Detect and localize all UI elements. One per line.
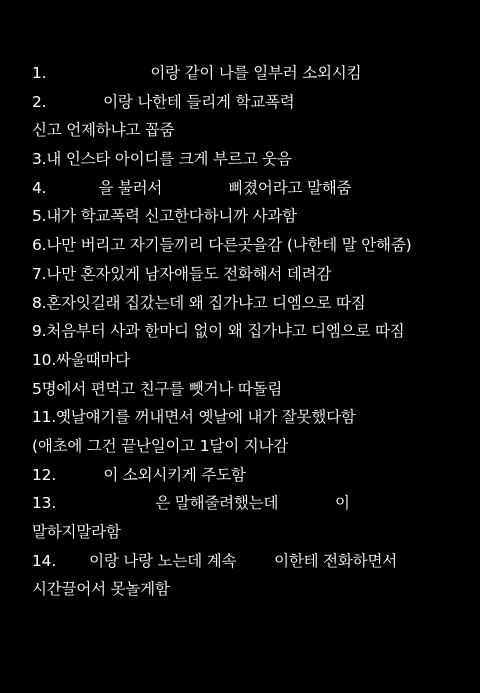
list-item: 신고 언제하냐고 꼽줌 [32, 121, 175, 140]
list-item: 5명에서 편먹고 친구를 뺏거나 따돌림 [32, 379, 283, 398]
list-item: 시간끌어서 못놀게함 [32, 580, 170, 599]
list-item: 6.나만 버리고 자기들끼리 다른곳을감 (나한테 말 안해줌) [32, 236, 412, 255]
list-item: 10.싸울때마다 [32, 350, 130, 369]
list-item: 1. 이랑 같이 나를 일부러 소외시킴 [32, 64, 362, 82]
list-item: 5.내가 학교폭력 신고한다하니까 사과함 [32, 207, 297, 226]
list-item: 14. 이랑 나랑 노는데 계속 이한테 전화하면서 [32, 551, 398, 570]
list-item: 4. 을 불러서 삐졌어라고 말해줌 [32, 178, 352, 197]
list-item: 7.나만 혼자있게 남자애들도 전화해서 데려감 [32, 264, 332, 283]
list-item: 2. 이랑 나한테 들리게 학교폭력 [32, 92, 295, 111]
list-item: 8.혼자잇길래 집갔는데 왜 집가냐고 디엠으로 따짐 [32, 293, 366, 312]
list-item: (애초에 그건 끝난일이고 1달이 지나감 [32, 436, 289, 455]
list-item: 13. 은 말해줄려했는데 이 [32, 494, 350, 513]
message-text-list [32, 59, 468, 604]
list-item: 12. 이 소외시키게 주도함 [32, 465, 246, 484]
list-item: 3.내 인스타 아이디를 크게 부르고 웃음 [32, 150, 292, 169]
list-item: 9.처음부터 사과 한마디 없이 왜 집가냐고 디엠으로 따짐 [32, 322, 405, 341]
list-item: 말하지말라함 [32, 523, 121, 541]
list-item: 11.옛날얘기를 꺼내면서 옛날에 내가 잘못했다함 [32, 408, 356, 427]
